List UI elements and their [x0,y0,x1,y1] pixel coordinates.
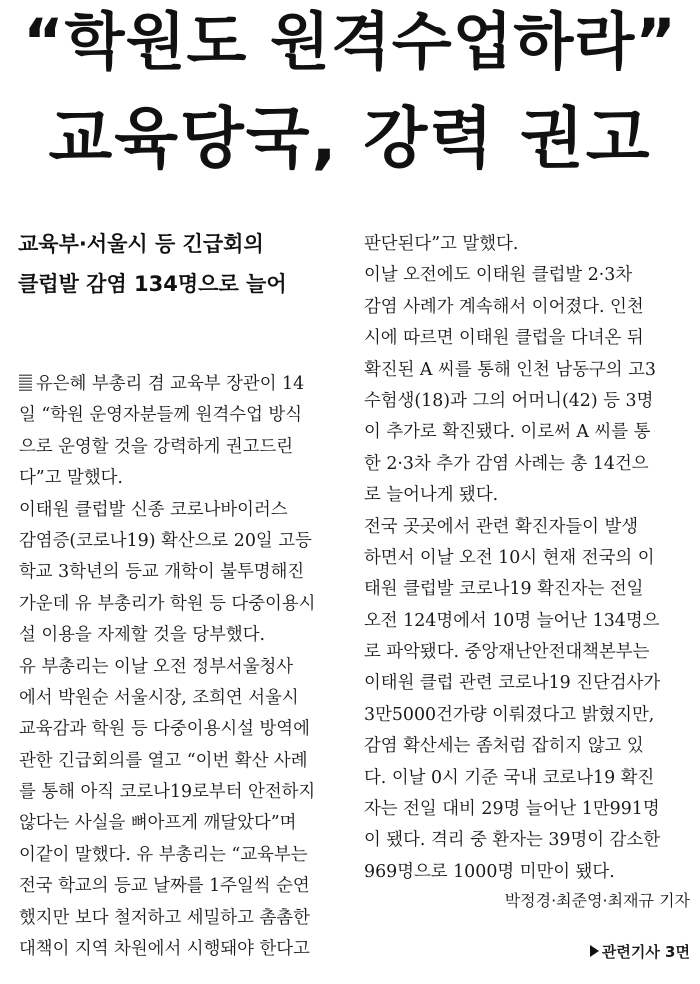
body-line: 수험생(18)과 그의 어머니(42) 등 3명 [364,390,654,411]
body-line: 하면서 이날 오전 10시 현재 전국의 이 [364,547,655,568]
body-line: 대책이 지역 차원에서 시행돼야 한다고 [19,939,310,960]
headline-line-1: “학원도 원격수업하라” [22,5,678,78]
related-article-link[interactable] [364,939,690,965]
headline-line-2: 교육당국, 강력 권고 [48,100,652,177]
article-body-left-column [19,369,349,965]
body-line [19,369,349,400]
body-line: 이 추가로 확진됐다. 이로써 A 씨를 통 [364,422,651,443]
body-line: 969명으로 1000명 미만이 됐다. [364,861,615,882]
body-line: 설 이용을 자제할 것을 당부했다. [19,625,266,646]
body-line: 이태원 클럽발 신종 코로나바이러스 [19,499,288,520]
body-line: 한 2·3차 추가 감염 사례는 총 14건으 [364,453,649,474]
body-line: 시에 따르면 이태원 클럽을 다녀온 뒤 [364,328,644,349]
article-body-right-column [364,229,690,888]
body-line: 에서 박원순 서울시장, 조희연 서울시 [19,687,299,708]
body-line: 자는 전일 대비 29명 늘어난 1만991명 [364,799,660,820]
byline: 박정경·최준영·최재규 기자 [504,891,690,910]
body-line: 3만5000건가량 이뤄졌다고 밝혔지만, [364,704,655,725]
body-line: 관한 긴급회의를 열고 “이번 확산 사례 [19,750,308,771]
body-line: 으로 운영할 것을 강력하게 권고드린 [19,436,294,457]
subheadline [18,224,348,304]
body-line: 다. 이날 0시 기준 국내 코로나19 확진 [364,767,655,788]
paragraph-marker-icon [19,374,32,391]
body-line: 이날 오전에도 이태원 클럽발 2·3차 [364,265,633,286]
body-line: 다”고 말했다. [19,468,123,489]
body-line: 이같이 말했다. 유 부총리는 “교육부는 [19,844,308,865]
body-line: 않다는 사실을 뼈아프게 깨달았다”며 [19,813,297,834]
body-line: 오전 124명에서 10명 늘어난 134명으 [364,610,660,631]
body-line: 교육감과 학원 등 다중이용시설 방역에 [19,719,310,740]
body-line: 가운데 유 부총리가 학원 등 다중이용시 [19,593,316,614]
body-line: 로 늘어나게 됐다. [364,485,499,506]
arrow-icon [590,945,599,957]
body-line: 학교 3학년의 등교 개학이 불투명해진 [19,562,305,583]
body-line: 확진된 A 씨를 통해 인천 남동구의 고3 [364,359,656,380]
body-line: 전국 학교의 등교 날짜를 1주일씩 순연 [19,876,310,897]
body-line: 했지만 보다 철저하고 세밀하고 촘촘한 [19,907,310,928]
body-line: 감염증(코로나19) 확산으로 20일 고등 [19,530,312,551]
subheadline-line-2: 클럽발 감염 134명으로 늘어 [18,272,287,296]
related-article-label: 관련기사 3면 [601,943,690,961]
body-line: 일 “학원 운영자분들께 원격수업 방식 [19,405,302,426]
body-line: 를 통해 아직 코로나19로부터 안전하지 [19,782,316,803]
body-line: 감염 사례가 계속해서 이어졌다. 인천 [364,296,644,317]
body-line: 감염 확산세는 좀처럼 잡히지 않고 있 [364,736,644,757]
body-line: 판단된다”고 말했다. [364,234,519,254]
body-line: 태원 클럽발 코로나19 확진자는 전일 [364,579,644,600]
body-line-text: 유은혜 부총리 겸 교육부 장관이 14 [36,374,305,394]
subheadline-line-1: 교육부·서울시 등 긴급회의 [18,232,264,256]
body-line: 이태원 클럽 관련 코로나19 진단검사가 [364,673,661,694]
body-line: 전국 곳곳에서 관련 확진자들이 발생 [364,516,639,537]
body-line: 이 됐다. 격리 중 환자는 39명이 감소한 [364,830,661,851]
body-line: 유 부총리는 이날 오전 정부서울청사 [19,656,294,677]
body-line: 로 파악됐다. 중앙재난안전대책본부는 [364,642,650,663]
